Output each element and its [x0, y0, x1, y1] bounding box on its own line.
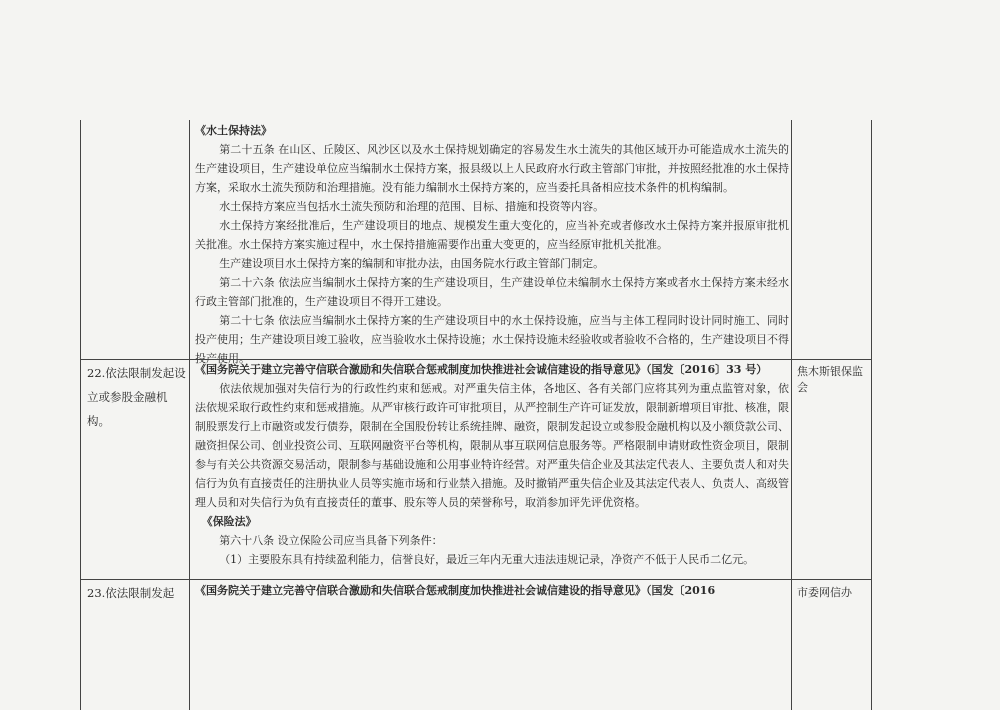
law-article: 第六十八条 设立保险公司应当具备下列条件： [219, 534, 443, 547]
law-paragraph: 第二十七条 依法应当编制水土保持方案的生产建设项目中的水土保持设施，应当与主体工程同时设计同时施工、同时投产使用；生产建设项目竣工验收，应当验收水土保持设施；水土保持设施未经验收或者验收不合格的，生产建设项目不得投产使用。 [195, 314, 789, 365]
document-title: 《国务院关于建立完善守信联合激励和失信联合惩戒制度加快推进社会诚信建设的指导意见》（国发〔2016 [195, 584, 716, 597]
department-label: 焦木斯银保监会 [797, 365, 863, 394]
law-paragraph: 第二十六条 依法应当编制水土保持方案的生产建设项目，生产建设单位未编制水土保持方案或者水土保持方案未经水行政主管部门批准的，生产建设项目不得开工建设。 [195, 276, 789, 308]
row-content-credit [195, 360, 789, 569]
law-paragraph: 第二十五条 在山区、丘陵区、风沙区以及水土保持规划确定的容易发生水土流失的其他区域开办可能造成水土流失的生产建设项目，生产建设单位应当编制水土保持方案，报县级以上人民政府水行政主管部门审批，并按照经批准的水土保持方案，采取水土流失预防和治理措施。没有能力编制水土保持方案的，应当委托具备相应技术条件的机构编制。 [195, 143, 789, 194]
document-title: 《国务院关于建立完善守信联合激励和失信联合惩戒制度加快推进社会诚信建设的指导意见》（国发〔2016〕33 号） [195, 363, 768, 376]
item-number-label: 23.依法限制发起 [87, 586, 175, 600]
document-paragraph: 依法依规加强对失信行为的行政性约束和惩戒。对严重失信主体，各地区、各有关部门应将其列为重点监管对象，依法依规采取行政性约束和惩戒措施。从严审核行政许可审批项目，从严控制生产许可证发放，限制新增项目审批、核准，限制股票发行上市融资或发行债券，限制在全国股份转让系统挂牌、融资，限制发起设立或参股金融机构以及小额贷款公司、融资担保公司、创业投资公司、互联网融资平台等机构，限制从事互联网信息服务等。严格限制申请财政性资金项目，限制参与有关公共资源交易活动，限制参与基础设施和公用事业特许经营。对严重失信企业及其法定代表人、主要负责人和对失信行为负有直接责任的注册执业人员等实施市场和行业禁入措施。及时撤销严重失信企业及其法定代表人、负责人、高级管理人员和对失信行为负有直接责任的董事、股东等人员的荣誉称号，取消参加评先评优资格。 [195, 382, 789, 509]
law-paragraph: 水土保持方案应当包括水土流失预防和治理的范围、目标、措施和投资等内容。 [219, 200, 605, 213]
law-paragraph: 生产建设项目水土保持方案的编制和审批办法，由国务院水行政主管部门制定。 [219, 257, 605, 270]
law-item: （1）主要股东具有持续盈利能力，信誉良好，最近三年内无重大违法违规记录，净资产不低于人民币二亿元。 [219, 553, 755, 566]
item-number-label: 22.依法限制发起设立或参股金融机构。 [87, 366, 186, 428]
row-content-soil-law [195, 121, 789, 368]
law-title: 《保险法》 [201, 515, 257, 528]
law-paragraph: 水土保持方案经批准后，生产建设项目的地点、规模发生重大变化的，应当补充或者修改水土保持方案并报原审批机关批准。水土保持方案实施过程中，水土保持措施需要作出重大变更的，应当经原审批机关批准。 [195, 219, 789, 251]
law-title: 《水土保持法》 [195, 124, 272, 137]
department-label: 市委网信办 [797, 586, 852, 599]
column-divider [791, 120, 792, 710]
row-content-credit-2 [195, 581, 789, 600]
document-table [80, 120, 872, 710]
column-divider [189, 120, 190, 710]
row-divider [81, 579, 871, 580]
